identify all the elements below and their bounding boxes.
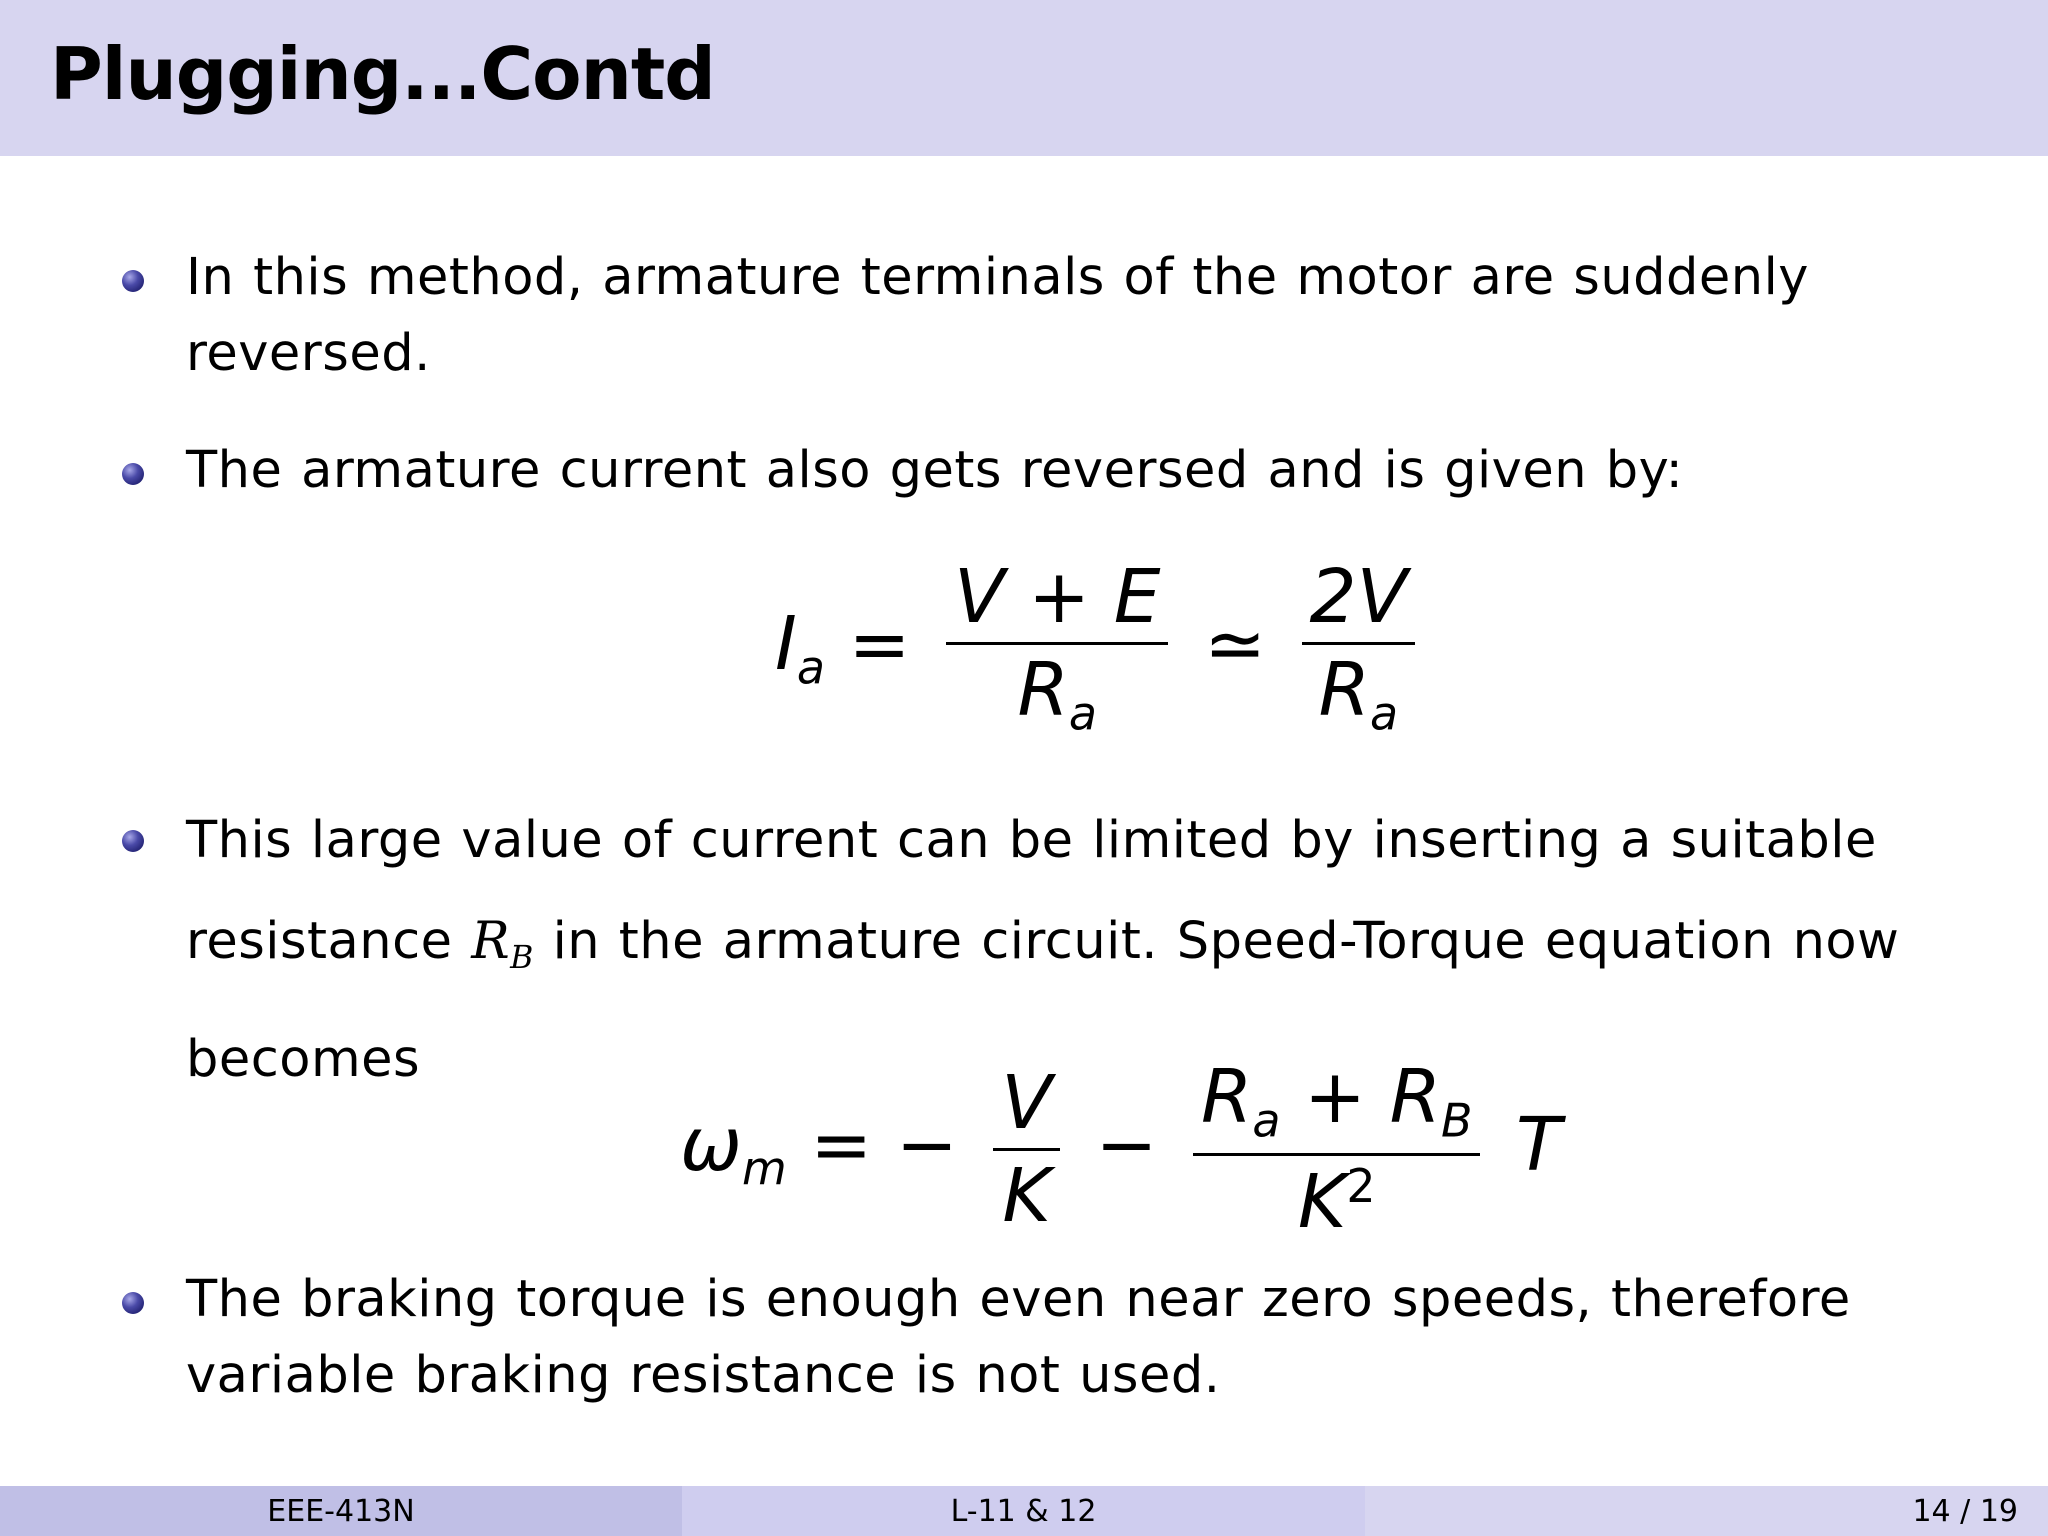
bullet-text-4: The braking torque is enough even near zero speeds, therefore variable braking resistance is not used. [186, 1270, 1851, 1405]
eq2-torque: T [1516, 1101, 1562, 1188]
bullet-icon [122, 270, 144, 292]
armature-current-equation [775, 554, 1427, 741]
bullet-text-3: This large value of current can be limited by inserting a suitable resistance $R_B$ in the armature circuit. Speed-Torque equation now becomes [186, 811, 1900, 1090]
bullet-icon [122, 463, 144, 485]
bullet-text-2: The armature current also gets reversed and is given by: [186, 441, 1684, 500]
eq1-approx: ≃ [1204, 601, 1267, 688]
speed-torque-equation [680, 1054, 1562, 1245]
eq2-fraction-2 [1193, 1054, 1481, 1245]
eq2-frac2-numerator: $R_a + R_B$ [1200, 1054, 1473, 1148]
eq2-frac1-denominator: K [993, 1148, 1060, 1233]
eq2-fraction-1 [993, 1059, 1060, 1239]
resistance-symbol: $R_B$ [471, 912, 534, 977]
eq1-fraction-2 [1302, 554, 1416, 741]
eq1-equals: = [848, 601, 911, 688]
eq1-frac2-numerator: 2V [1309, 554, 1408, 640]
eq2-lhs: $\omega_m$ [680, 1101, 787, 1196]
eq1-fraction-1 [946, 554, 1168, 741]
eq2-frac2-denominator: $K^2$ [1193, 1153, 1481, 1239]
eq1-frac1-numerator: V + E [954, 554, 1161, 640]
footer-lecture: L-11 & 12 [682, 1486, 1365, 1536]
eq1-frac1-denominator: $R_a$ [946, 642, 1168, 738]
eq2-minus: − [1095, 1101, 1158, 1188]
footer-course: EEE-413N [0, 1486, 682, 1536]
bullet-text-1: In this method, armature terminals of the motor are suddenly reversed. [186, 248, 1809, 383]
eq2-frac1-numerator: V [1001, 1059, 1052, 1146]
title-bar [0, 0, 2048, 156]
eq1-lhs: $I_a$ [775, 601, 825, 695]
eq1-frac2-denominator: $R_a$ [1302, 642, 1416, 738]
footer-page-number: 14 / 19 [1365, 1486, 2048, 1536]
bullet-icon [122, 830, 144, 852]
footer-bar [0, 1486, 2048, 1536]
slide-title: Plugging...Contd [50, 32, 715, 116]
eq2-equals: = − [810, 1101, 958, 1188]
bullet-icon [122, 1292, 144, 1314]
